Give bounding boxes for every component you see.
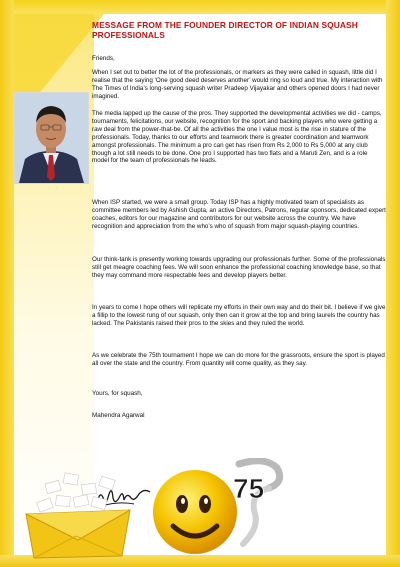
seventy-fifth-badge bbox=[225, 458, 295, 553]
svg-text:75: 75 bbox=[233, 473, 265, 504]
paragraph-4: Our think-tank is presently working towards upgrading our professionals further. Some of the professionals still get meagre coaching fees. We will soon enhance the professional coaching knowledge base, so that they may command more respectable fees and develop players better. bbox=[92, 256, 386, 279]
paragraph-6: As we celebrate the 75th tournament I hope we can do more for the grassroots, ensure the sport is played all over the state and the country. From quantity will come quality, as they say. bbox=[92, 352, 385, 367]
page-title: MESSAGE FROM THE FOUNDER DIRECTOR OF INDIAN SQUASH PROFESSIONALS bbox=[92, 20, 358, 40]
signer-name: Mahendra Agarwal bbox=[92, 412, 145, 419]
left-yellow-border bbox=[0, 0, 14, 567]
greeting: Friends, bbox=[92, 55, 115, 62]
right-yellow-border bbox=[386, 0, 400, 567]
paragraph-5: In years to come I hope others will replicate my efforts in their own way and do their bit. I believe if we give a fillip to the lowest rung of our squash, only then can it grow at the top and bring laurels the country has lacked. The Pakistanis raised their pros to the skies and they ruled the world. bbox=[92, 304, 386, 327]
closing-line: Yours, for squash, bbox=[92, 390, 143, 397]
paragraph-1: When I set out to better the lot of the professionals, or markers as they were called in squash, little did I realise that the saying ‘One good deed deserves another’ would ring so loud and true. My interaction with The Times of India’s long-serving squash writer Pradeep Vijayakar and others opened doors I had never imagined. bbox=[92, 69, 383, 100]
envelope-illustration bbox=[18, 470, 138, 560]
paragraph-3: When ISP started, we were a small group. Today ISP has a highly motivated team of specialists as committee members led by Ashish Gupta, an active Directors, Patrons, regular sponsors, dedicated expert coaches, editors for our magazine and contributors for our website across the country. We have recognition and appreciation from the who’s who of squash from major squash-playing countries. bbox=[92, 199, 386, 230]
founder-photo bbox=[14, 92, 89, 184]
paragraph-2: The media lapped up the cause of the pros. They supported the developmental activities we did - camps, tournaments, felicitations, our website, recognition for the sport and backing players who were getting a raw deal from the power-that-be. Of all the activities the one I value most is the rise in stature of the professionals. Today, thanks to our efforts and teamwork there is greater coordination and teamwork amongst professionals. The minimum a pro can get has risen from Rs 2,000 to Rs 5,000 at any club though a lot still needs to be done. One pro I supported has two flats and a Maruti Zen, and is a role model for the team of professionals he leads. bbox=[92, 110, 382, 165]
top-yellow-border bbox=[0, 0, 400, 14]
